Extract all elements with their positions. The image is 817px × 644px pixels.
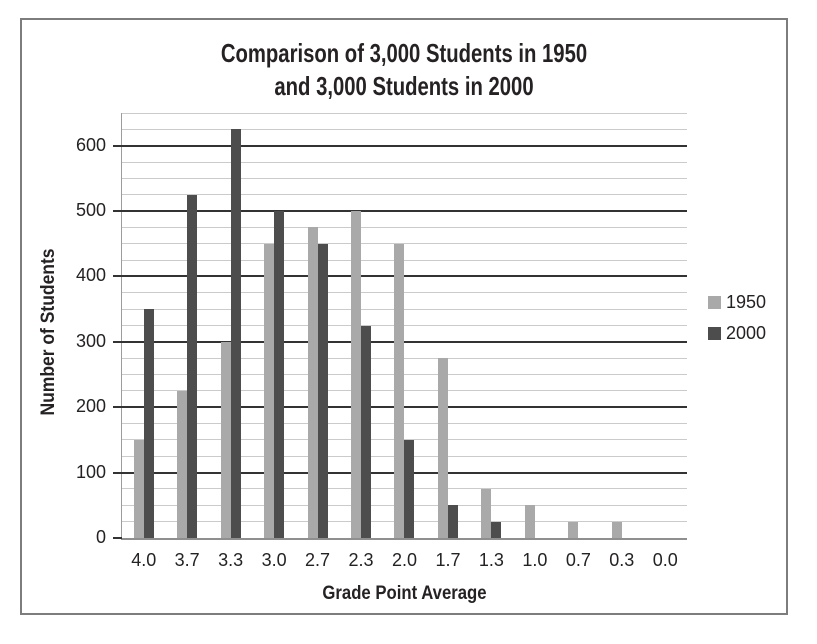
bar-1950-2.0 — [394, 244, 404, 538]
bar-group-4.0 — [122, 113, 165, 538]
x-tick-label-2.7: 2.7 — [305, 550, 331, 570]
x-tick-label-2.3: 2.3 — [348, 550, 374, 570]
bar-group-2.0 — [383, 113, 426, 538]
legend-entry-2000 — [708, 323, 766, 344]
legend-entry-1950 — [708, 292, 766, 313]
x-tick-label-4.0: 4.0 — [131, 550, 157, 570]
x-tick-label-1.7: 1.7 — [435, 550, 461, 570]
legend-label-1950: 1950 — [726, 292, 767, 312]
bar-2000-1.7 — [448, 505, 458, 538]
bar-1950-4.0 — [134, 440, 144, 538]
x-tick-label-1.3: 1.3 — [478, 550, 504, 570]
bar-2000-2.3 — [361, 326, 371, 539]
x-tick-label-3.3: 3.3 — [218, 550, 244, 570]
bar-2000-3.3 — [231, 129, 241, 538]
chart-title — [104, 37, 703, 103]
legend-swatch-1950 — [708, 296, 721, 309]
y-tick-label-300: 300 — [75, 330, 106, 351]
bar-group-3.7 — [165, 113, 208, 538]
x-axis-tick-labels — [122, 550, 687, 572]
bar-1950-3.0 — [264, 244, 274, 538]
bar-2000-2.0 — [404, 440, 414, 538]
bar-group-0.0 — [644, 113, 687, 538]
x-tick-label-3.0: 3.0 — [261, 550, 287, 570]
bar-1950-2.7 — [308, 227, 318, 538]
bar-1950-3.3 — [221, 342, 231, 538]
x-tick-label-0.3: 0.3 — [609, 550, 635, 570]
y-tick-mark-300 — [113, 341, 122, 343]
x-tick-label-3.7: 3.7 — [174, 550, 200, 570]
y-tick-label-0: 0 — [95, 527, 106, 547]
bar-1950-3.7 — [177, 391, 187, 538]
y-tick-label-400: 400 — [75, 265, 106, 286]
bar-group-1.7 — [426, 113, 469, 538]
bar-group-0.7 — [557, 113, 600, 538]
y-axis-tick-labels — [0, 0, 106, 644]
chart-title-line-1: Comparison of 3,000 Students in 1950 — [220, 38, 588, 68]
bar-2000-4.0 — [144, 309, 154, 538]
plot-area — [121, 113, 687, 540]
bar-1950-1.7 — [438, 358, 448, 538]
y-tick-label-500: 500 — [75, 200, 106, 221]
y-axis-title: Number of Students — [38, 248, 59, 416]
bar-2000-3.0 — [274, 211, 284, 538]
bar-1950-0.3 — [612, 522, 622, 538]
bar-1950-1.3 — [481, 489, 491, 538]
y-tick-mark-600 — [113, 145, 122, 147]
bar-group-2.7 — [296, 113, 339, 538]
bar-2000-1.3 — [491, 522, 501, 538]
y-tick-mark-0 — [113, 537, 122, 539]
y-tick-label-100: 100 — [75, 461, 106, 482]
y-tick-label-600: 600 — [75, 134, 106, 155]
bar-1950-0.7 — [568, 522, 578, 538]
x-tick-label-2.0: 2.0 — [391, 550, 418, 570]
bar-group-3.3 — [209, 113, 252, 538]
legend — [708, 292, 766, 344]
x-tick-label-0.7: 0.7 — [565, 550, 591, 570]
bar-2000-3.7 — [187, 195, 197, 538]
bar-group-3.0 — [252, 113, 295, 538]
bar-1950-1.0 — [525, 505, 535, 538]
y-tick-mark-200 — [113, 406, 122, 408]
bar-group-2.3 — [339, 113, 382, 538]
legend-swatch-2000 — [708, 327, 721, 340]
x-axis-title: Grade Point Average — [322, 583, 487, 604]
bar-group-0.3 — [600, 113, 643, 538]
y-tick-label-200: 200 — [75, 396, 106, 417]
legend-label-2000: 2000 — [726, 323, 767, 343]
chart-title-line-2: and 3,000 Students in 2000 — [274, 71, 534, 101]
bar-group-1.0 — [513, 113, 556, 538]
bar-1950-2.3 — [351, 211, 361, 538]
bar-2000-2.7 — [318, 244, 328, 538]
bar-group-1.3 — [470, 113, 513, 538]
x-tick-label-0.0: 0.0 — [652, 550, 678, 570]
y-tick-mark-100 — [113, 472, 122, 474]
y-tick-mark-400 — [113, 275, 122, 277]
x-tick-label-1.0: 1.0 — [522, 550, 548, 570]
y-tick-mark-500 — [113, 210, 122, 212]
